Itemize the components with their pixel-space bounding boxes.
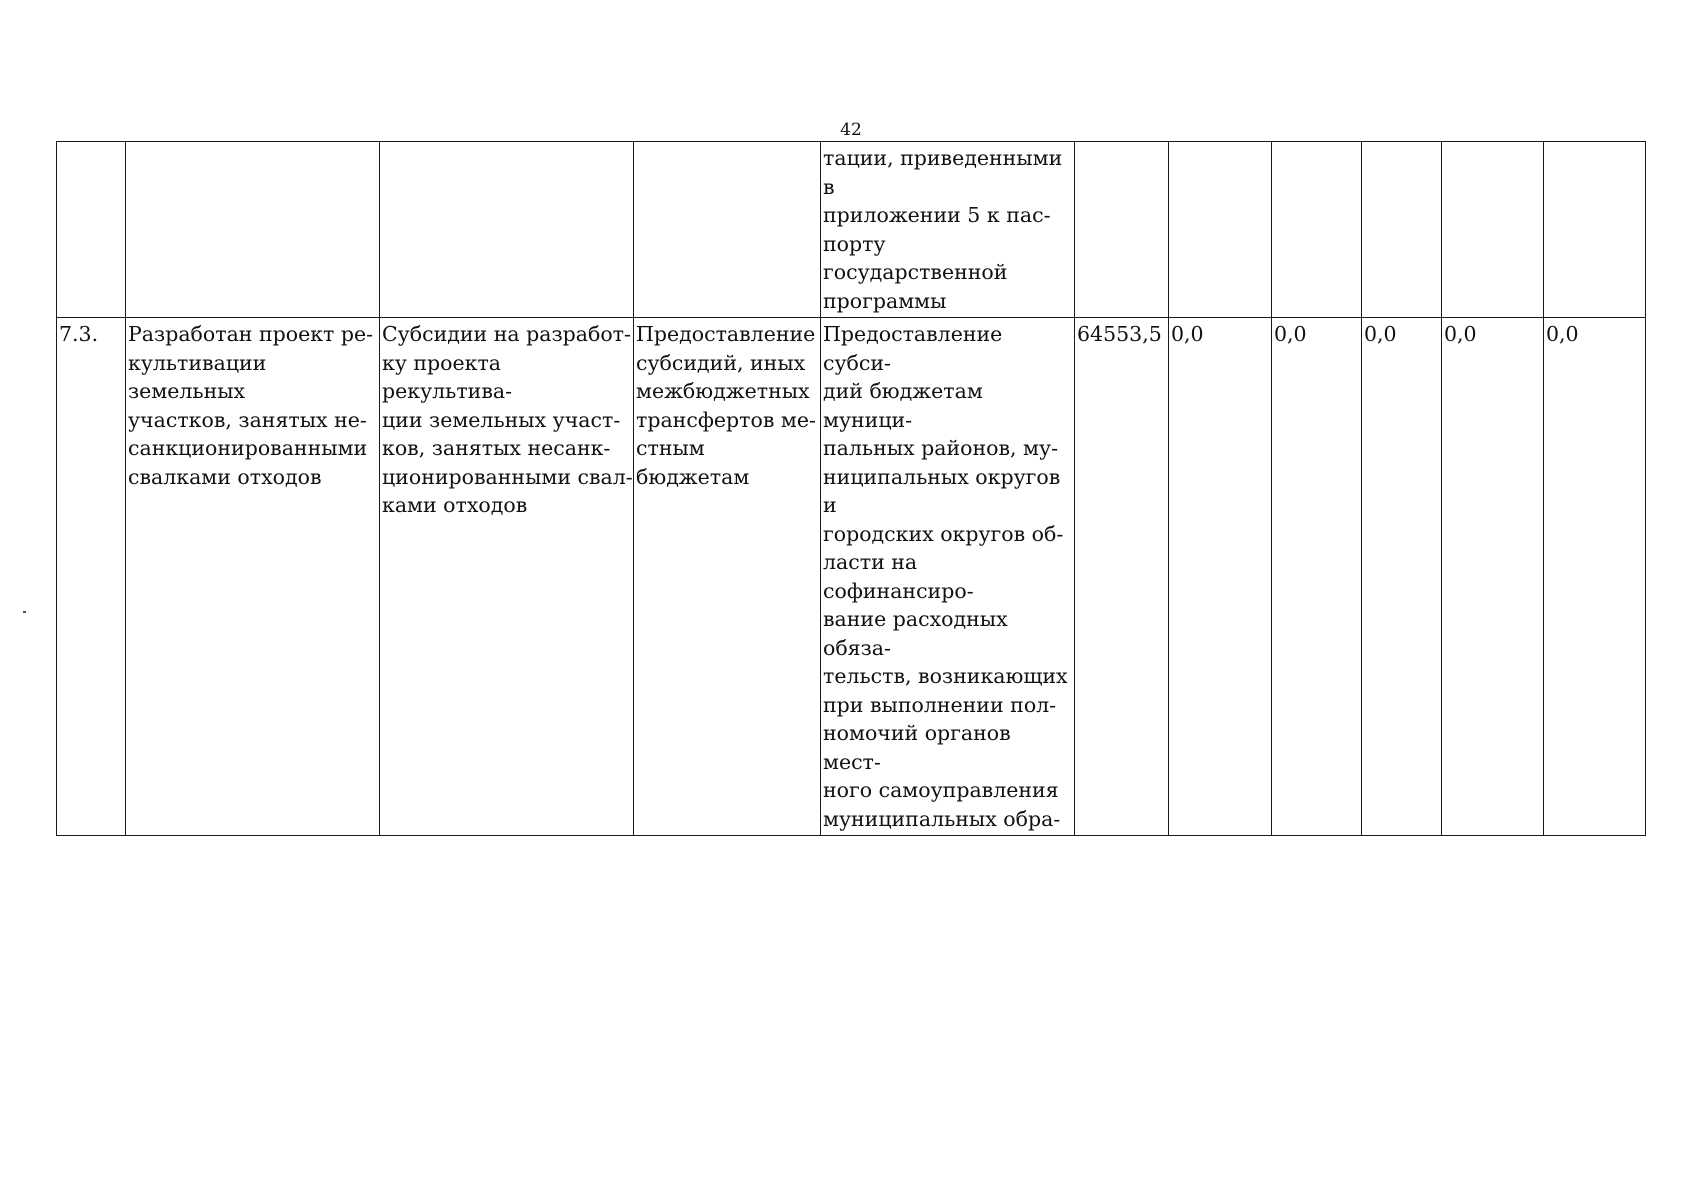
page-number: 42: [840, 120, 862, 140]
cell-value: 0,0: [1442, 318, 1544, 836]
cell-result: Разработан проект ре- культивации земельных участков, занятых не- санкционированными свалками отходов: [126, 318, 380, 836]
cell-value: 0,0: [1169, 318, 1272, 836]
table-row-continuation: [57, 142, 1646, 318]
cell-value: 0,0: [1362, 318, 1442, 836]
program-measures-table: [56, 141, 1646, 836]
cell-result: [126, 142, 380, 318]
cell-measure: [380, 142, 634, 318]
cell-number: [57, 142, 126, 318]
cell-value: 0,0: [1544, 318, 1646, 836]
scan-speck: [23, 611, 26, 613]
cell-value: [1442, 142, 1544, 318]
cell-description: тации, приведенными в приложении 5 к пас- порту государственной программы: [821, 142, 1075, 318]
cell-value: [1075, 142, 1169, 318]
cell-value: [1272, 142, 1362, 318]
cell-type: Предоставление субсидий, иных межбюджетных трансфертов ме- стным бюджетам: [634, 318, 821, 836]
cell-value-total: 64553,5: [1075, 318, 1169, 836]
cell-number: 7.3.: [57, 318, 126, 836]
cell-value: 0,0: [1272, 318, 1362, 836]
cell-value: [1169, 142, 1272, 318]
cell-value: [1362, 142, 1442, 318]
cell-value: [1544, 142, 1646, 318]
cell-type: [634, 142, 821, 318]
cell-description: Предоставление субси- дий бюджетам муници- пальных районов, му- ниципальных округов и городских округов об- ласти на софинансиро- вание расходных обяза- тельств, возникающих при выполнении пол- номочий органов мест- ного самоуправления муниципальных обра-: [821, 318, 1075, 836]
cell-measure: Субсидии на разработ- ку проекта рекультива- ции земельных участ- ков, занятых несанк- ционированными свал- ками отходов: [380, 318, 634, 836]
table-row-7-3: [57, 318, 1646, 836]
